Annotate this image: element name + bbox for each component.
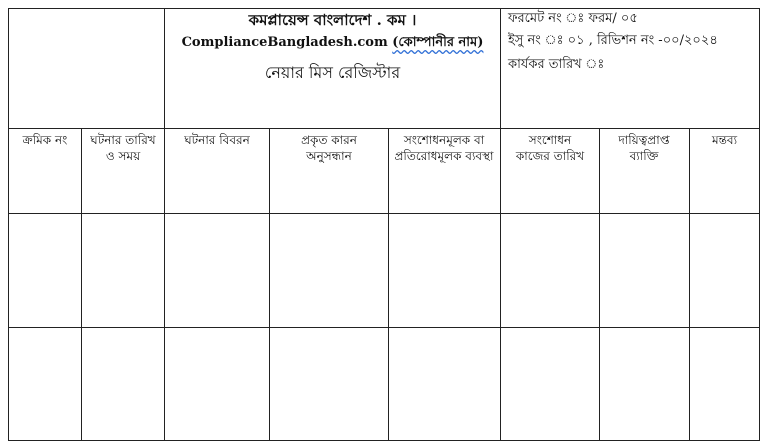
column-header-remarks: মন্তব্য <box>711 133 738 147</box>
company-title-bn: কমপ্লায়েন্স বাংলাদেশ . কম । <box>248 11 417 29</box>
company-title-line <box>165 34 500 52</box>
table-row[interactable] <box>9 214 759 327</box>
format-number: ফরমেট নং ঃ ফরম/ ০৫ <box>508 11 638 26</box>
column-header-correction-date: সংশোধন কাজের তারিখ <box>515 133 585 164</box>
table-row[interactable] <box>9 328 759 440</box>
column-header-corrective-action: সংশোধনমূলক বা প্রতিরোধমূলক ব্যবস্থা <box>394 133 494 164</box>
column-header-root-cause: প্রকৃত কারন অনুসন্ধান <box>301 133 357 164</box>
company-website: ComplianceBangladesh.com <box>181 35 388 50</box>
column-header-incident-description: ঘটনার বিবরন <box>184 133 250 147</box>
column-header-incident-datetime: ঘটনার তারিখ ও সময় <box>90 133 156 164</box>
effective-date: কার্যকর তারিখ ঃ <box>508 57 605 72</box>
header-bottom-rule <box>8 128 760 129</box>
register-title: নেয়ার মিস রেজিস্টার <box>264 63 401 82</box>
company-name-placeholder: (কোম্পানীর নাম) <box>392 35 484 50</box>
header-divider-right <box>500 8 501 128</box>
border-top <box>8 8 760 9</box>
issue-revision: ইসু নং ঃ ০১ , রিভিশন নং -০০/২০২৪ <box>508 33 718 48</box>
column-header-responsible-person: দায়িত্বপ্রাপ্ত ব্যাক্তি <box>618 133 670 164</box>
border-right <box>759 8 760 441</box>
border-bottom <box>8 440 760 441</box>
column-header-serial: ক্রমিক নং <box>22 133 68 147</box>
